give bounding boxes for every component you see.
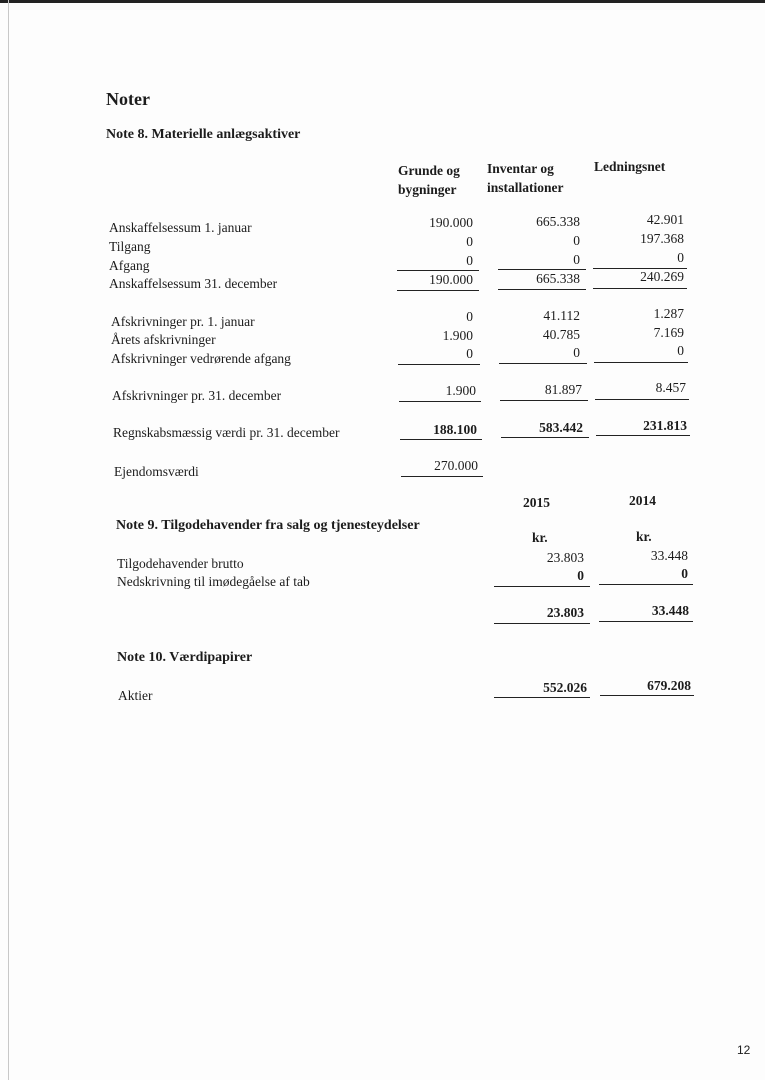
total-rule xyxy=(600,695,694,696)
note9-total: 33.448 xyxy=(651,603,689,618)
note8-col-header-grunde-line2: bygninger xyxy=(398,182,457,197)
note8-cell: 270.000 xyxy=(434,458,478,473)
note8-cell: 81.897 xyxy=(544,382,582,397)
note8-cell: 231.813 xyxy=(643,418,687,433)
note8-cell: 1.900 xyxy=(442,328,473,343)
note8-cell: 188.100 xyxy=(433,422,477,437)
total-rule xyxy=(494,697,590,698)
note8-col-header-grunde-line1: Grunde og xyxy=(398,163,460,178)
note9-cell: 33.448 xyxy=(650,548,688,563)
subtotal-rule xyxy=(499,363,587,364)
note8-cell: 190.000 xyxy=(429,272,473,287)
note9-heading: Note 9. Tilgodehavender fra salg og tjenesteydelser xyxy=(116,518,420,533)
note9-total: 23.803 xyxy=(546,605,584,620)
total-rule xyxy=(494,623,590,624)
page-title: Noter xyxy=(106,89,150,109)
note9-row-label: Nedskrivning til imødegåelse af tab xyxy=(117,574,310,589)
total-rule xyxy=(501,437,589,438)
note8-row-label: Anskaffelsessum 1. januar xyxy=(109,220,252,235)
note10-cell: 552.026 xyxy=(543,680,587,695)
total-rule xyxy=(595,399,689,400)
note10-cell: 679.208 xyxy=(647,678,691,693)
total-rule xyxy=(500,400,588,401)
note9-cell: 0 xyxy=(681,566,688,581)
note8-cell: 0 xyxy=(677,250,684,265)
note8-col-header-grunde xyxy=(398,161,460,199)
note8-row-label: Ejendomsværdi xyxy=(114,464,199,479)
subtotal-rule xyxy=(594,362,688,363)
note9-year-2014: 2014 xyxy=(629,493,656,508)
note8-cell: 1.900 xyxy=(445,383,476,398)
note8-cell: 0 xyxy=(573,233,580,248)
subtotal-rule xyxy=(498,269,586,270)
note8-cell: 0 xyxy=(573,345,580,360)
note9-cell: 23.803 xyxy=(546,550,584,565)
note8-row-label: Årets afskrivninger xyxy=(111,332,216,347)
note9-row-label: Tilgodehavender brutto xyxy=(117,556,244,571)
subtotal-rule xyxy=(599,584,693,585)
note8-cell: 0 xyxy=(466,346,473,361)
note9-unit: kr. xyxy=(532,530,548,545)
note8-row-label: Afskrivninger vedrørende afgang xyxy=(111,351,291,366)
note8-cell: 665.338 xyxy=(536,271,580,286)
scan-edge-top xyxy=(0,0,765,3)
note8-cell: 665.338 xyxy=(536,214,580,229)
note10-heading: Note 10. Værdipapirer xyxy=(117,650,253,665)
total-rule xyxy=(399,401,481,402)
total-rule xyxy=(400,439,482,440)
note8-cell: 42.901 xyxy=(646,212,684,227)
note8-row-label: Anskaffelsessum 31. december xyxy=(109,276,278,291)
note8-cell: 8.457 xyxy=(655,380,686,395)
subtotal-rule xyxy=(397,270,479,271)
note8-row-label: Afskrivninger pr. 31. december xyxy=(112,388,282,403)
scan-edge-left xyxy=(8,0,9,1080)
note8-heading: Note 8. Materielle anlægsaktiver xyxy=(106,127,301,142)
total-rule xyxy=(593,288,687,289)
total-rule xyxy=(596,435,690,436)
note8-cell: 0 xyxy=(466,253,473,268)
note8-col-header-inventar xyxy=(487,159,564,197)
note8-cell: 240.269 xyxy=(640,269,684,284)
note8-cell: 197.368 xyxy=(640,231,684,246)
note8-cell: 41.112 xyxy=(543,308,580,323)
note9-unit: kr. xyxy=(636,529,652,544)
note8-cell: 583.442 xyxy=(539,420,583,435)
note10-row-label: Aktier xyxy=(118,688,153,703)
note8-cell: 40.785 xyxy=(542,327,580,342)
note9-year-2015: 2015 xyxy=(523,495,550,510)
note8-cell: 190.000 xyxy=(429,215,473,230)
subtotal-rule xyxy=(494,586,590,587)
note8-col-header-inventar-line2: installationer xyxy=(487,180,564,195)
note8-cell: 7.169 xyxy=(653,325,684,340)
note8-cell: 0 xyxy=(466,234,473,249)
note8-col-header-inventar-line1: Inventar og xyxy=(487,161,554,176)
note8-cell: 0 xyxy=(573,252,580,267)
page-number: 12 xyxy=(737,1043,751,1057)
total-rule xyxy=(401,476,483,477)
note8-row-label: Afskrivninger pr. 1. januar xyxy=(111,314,255,329)
note8-cell: 0 xyxy=(677,343,684,358)
note8-cell: 1.287 xyxy=(653,306,684,321)
note8-col-header-ledningsnet xyxy=(594,157,665,176)
note8-col-header-ledningsnet-line1: Ledningsnet xyxy=(594,159,666,174)
note8-cell: 0 xyxy=(466,309,473,324)
subtotal-rule xyxy=(398,364,480,365)
note8-row-label: Tilgang xyxy=(109,239,151,254)
note9-cell: 0 xyxy=(577,568,584,583)
total-rule xyxy=(397,290,479,291)
total-rule xyxy=(599,621,693,622)
total-rule xyxy=(498,289,586,290)
note8-row-label: Regnskabsmæssig værdi pr. 31. december xyxy=(113,425,340,440)
note8-row-label: Afgang xyxy=(109,258,150,273)
